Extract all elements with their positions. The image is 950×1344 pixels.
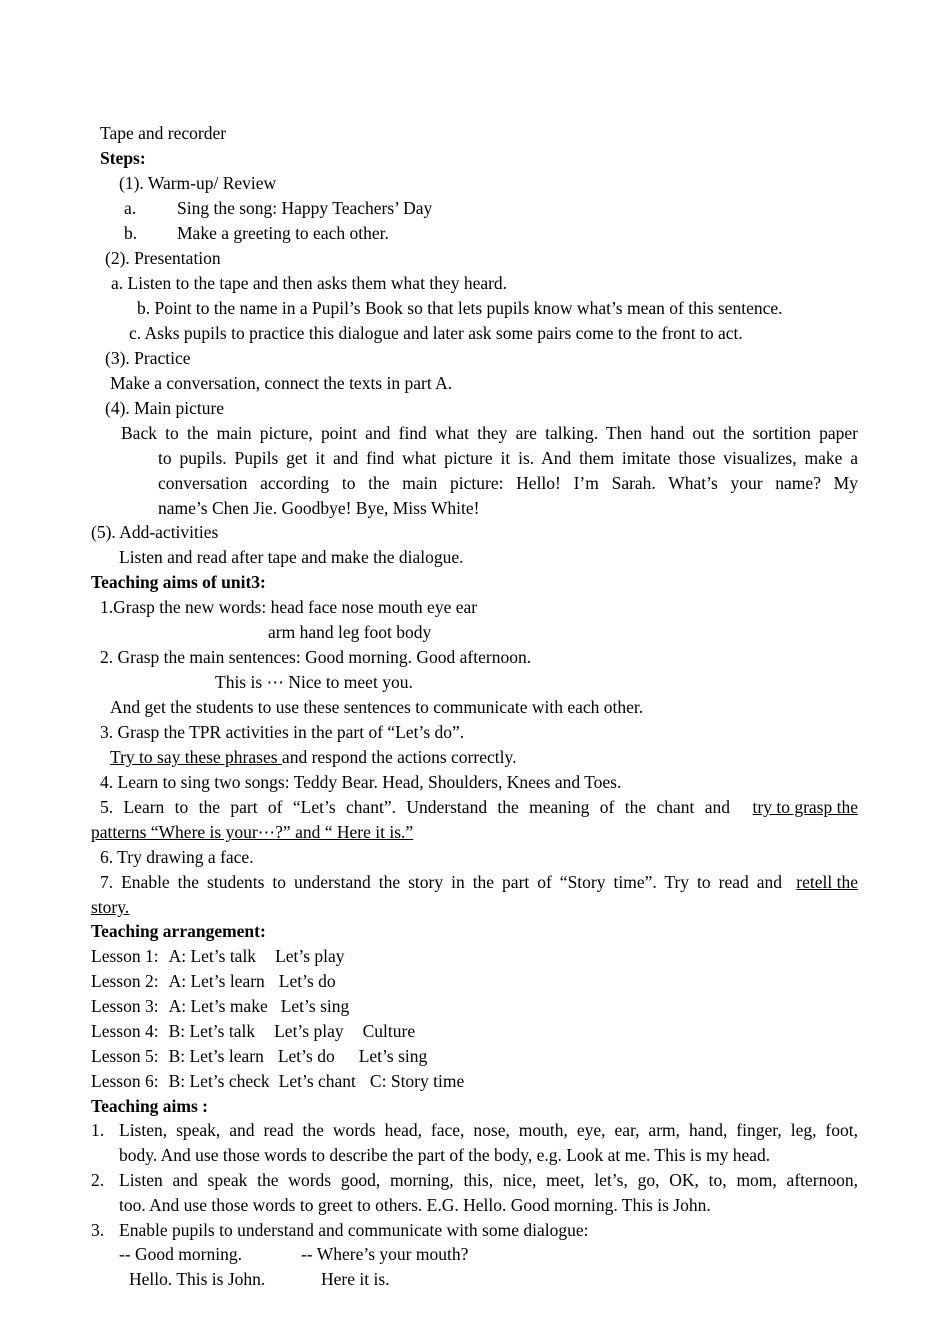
lesson-label: Lesson 6: <box>91 1071 159 1091</box>
aim-2-line-1: Listen and speak the words good, morning, this, nice, meet, let’s, go, OK, to, mom, afternoon, <box>119 1170 858 1190</box>
lesson-part: Let’s play <box>274 1021 344 1041</box>
lesson-part: Let’s sing <box>280 996 350 1016</box>
aim-number: 3. <box>91 1220 105 1240</box>
lesson-row <box>91 945 345 967</box>
lesson-part: A: Let’s make <box>168 996 268 1016</box>
warmup-item-a: Sing the song: Happy Teachers’ Day <box>177 198 433 218</box>
teaching-aims-heading: Teaching aims : <box>91 1096 209 1116</box>
unit3-aim-1-line-2: arm hand leg foot body <box>268 622 432 642</box>
presentation-item-c: c. Asks pupils to practice this dialogue and later ask some pairs come to the front to act. <box>129 323 743 343</box>
unit3-aim-7-line-1 <box>100 871 858 893</box>
materials-line: Tape and recorder <box>100 123 227 143</box>
lesson-label: Lesson 2: <box>91 971 159 991</box>
unit3-aim-3-line-2 <box>110 746 516 768</box>
lesson-label: Lesson 5: <box>91 1046 159 1066</box>
practice-text: Make a conversation, connect the texts in part A. <box>110 373 453 393</box>
presentation-title: (2). Presentation <box>105 248 221 268</box>
dialogue-right-2: Here it is. <box>321 1269 390 1289</box>
unit3-aim-3-line-1: 3. Grasp the TPR activities in the part of “Let’s do”. <box>100 722 465 742</box>
lesson-label: Lesson 3: <box>91 996 159 1016</box>
arrangement-heading: Teaching arrangement: <box>91 921 266 941</box>
warmup-item-b: Make a greeting to each other. <box>177 223 389 243</box>
warmup-title: (1). Warm-up/ Review <box>119 173 277 193</box>
lesson-row <box>91 970 336 992</box>
add-activities-title: (5). Add-activities <box>91 522 219 542</box>
presentation-item-a: a. Listen to the tape and then asks them what they heard. <box>111 273 508 293</box>
aim-number: 1. <box>91 1120 105 1140</box>
unit3-aim-5-line-1-text: 5. Learn to the part of “Let’s chant”. Understand the meaning of the chant and <box>100 797 730 817</box>
warmup-item-b-marker: b. <box>124 223 138 243</box>
lesson-row <box>91 1045 427 1067</box>
unit3-aims-heading: Teaching aims of unit3: <box>91 572 266 592</box>
main-picture-line-4: name’s Chen Jie. Goodbye! Bye, Miss White! <box>158 498 480 518</box>
steps-heading: Steps: <box>100 148 146 168</box>
aim-2-line-2: too. And use those words to greet to others. E.G. Hello. Good morning. This is John. <box>119 1195 711 1215</box>
aim-1-line-1: Listen, speak, and read the words head, face, nose, mouth, eye, ear, arm, hand, finger, leg, foot, <box>119 1120 858 1140</box>
lesson-part: Let’s do <box>277 1046 335 1066</box>
lesson-part: Let’s play <box>275 946 345 966</box>
dialogue-right-1: -- Where’s your mouth? <box>301 1244 469 1264</box>
lesson-part: C: Story time <box>369 1071 465 1091</box>
lesson-part: Let’s chant <box>278 1071 356 1091</box>
lesson-row <box>91 995 349 1017</box>
aim-number: 2. <box>91 1170 105 1190</box>
unit3-aim-2-line-1: 2. Grasp the main sentences: Good morning. Good afternoon. <box>100 647 532 667</box>
unit3-aim-7-line-1-text: 7. Enable the students to understand the story in the part of “Story time”. Try to read and <box>100 872 782 892</box>
unit3-aim-5-line-2: patterns “Where is your⋯?” and “ Here it is.” <box>91 822 414 842</box>
main-picture-line-2: to pupils. Pupils get it and find what picture it is. And them imitate those visualizes, make a <box>158 448 858 468</box>
unit3-aim-6: 6. Try drawing a face. <box>100 847 254 867</box>
warmup-item-a-marker: a. <box>124 198 137 218</box>
unit3-aim-5-line-1 <box>100 796 858 818</box>
unit3-aim-7-line-2: story. <box>91 897 130 917</box>
main-picture-line-3: conversation according to the main picture: Hello! I’m Sarah. What’s your name? My <box>158 473 858 493</box>
lesson-part: A: Let’s learn <box>168 971 265 991</box>
unit3-aim-1-line-1: 1.Grasp the new words: head face nose mouth eye ear <box>100 597 478 617</box>
lesson-label: Lesson 4: <box>91 1021 159 1041</box>
aim-3-line-1: Enable pupils to understand and communicate with some dialogue: <box>119 1220 589 1240</box>
lesson-row <box>91 1070 464 1092</box>
unit3-aim-3-line-2-rest: and respond the actions correctly. <box>281 747 517 767</box>
lesson-part: Culture <box>362 1021 416 1041</box>
presentation-item-b: b. Point to the name in a Pupil’s Book so that lets pupils know what’s mean of this sentence. <box>137 298 783 318</box>
lesson-part: B: Let’s talk <box>168 1021 256 1041</box>
unit3-aim-4: 4. Learn to sing two songs: Teddy Bear. Head, Shoulders, Knees and Toes. <box>100 772 622 792</box>
unit3-aim-7-underlined-start: retell the <box>796 872 858 892</box>
lesson-part: Let’s sing <box>358 1046 428 1066</box>
aim-1-line-2: body. And use those words to describe the part of the body, e.g. Look at me. This is my head. <box>119 1145 771 1165</box>
lesson-part: B: Let’s learn <box>168 1046 264 1066</box>
practice-title: (3). Practice <box>105 348 191 368</box>
add-activities-text: Listen and read after tape and make the dialogue. <box>119 547 464 567</box>
dialogue-left-2: Hello. This is John. <box>129 1269 266 1289</box>
underlined-phrase: Try to say these phrases <box>110 747 282 767</box>
lesson-row <box>91 1020 415 1042</box>
main-picture-title: (4). Main picture <box>105 398 225 418</box>
unit3-aim-5-underlined-start: try to grasp the <box>752 797 858 817</box>
lesson-part: Let’s do <box>278 971 336 991</box>
unit3-aim-2-line-2: This is ⋯ Nice to meet you. <box>215 672 413 692</box>
lesson-part: A: Let’s talk <box>168 946 257 966</box>
lesson-label: Lesson 1: <box>91 946 159 966</box>
unit3-aim-2-line-3: And get the students to use these sentences to communicate with each other. <box>110 697 644 717</box>
main-picture-line-1: Back to the main picture, point and find what they are talking. Then hand out the sortition paper <box>121 423 858 443</box>
dialogue-left-1: -- Good morning. <box>119 1244 242 1264</box>
lesson-part: B: Let’s check <box>168 1071 270 1091</box>
